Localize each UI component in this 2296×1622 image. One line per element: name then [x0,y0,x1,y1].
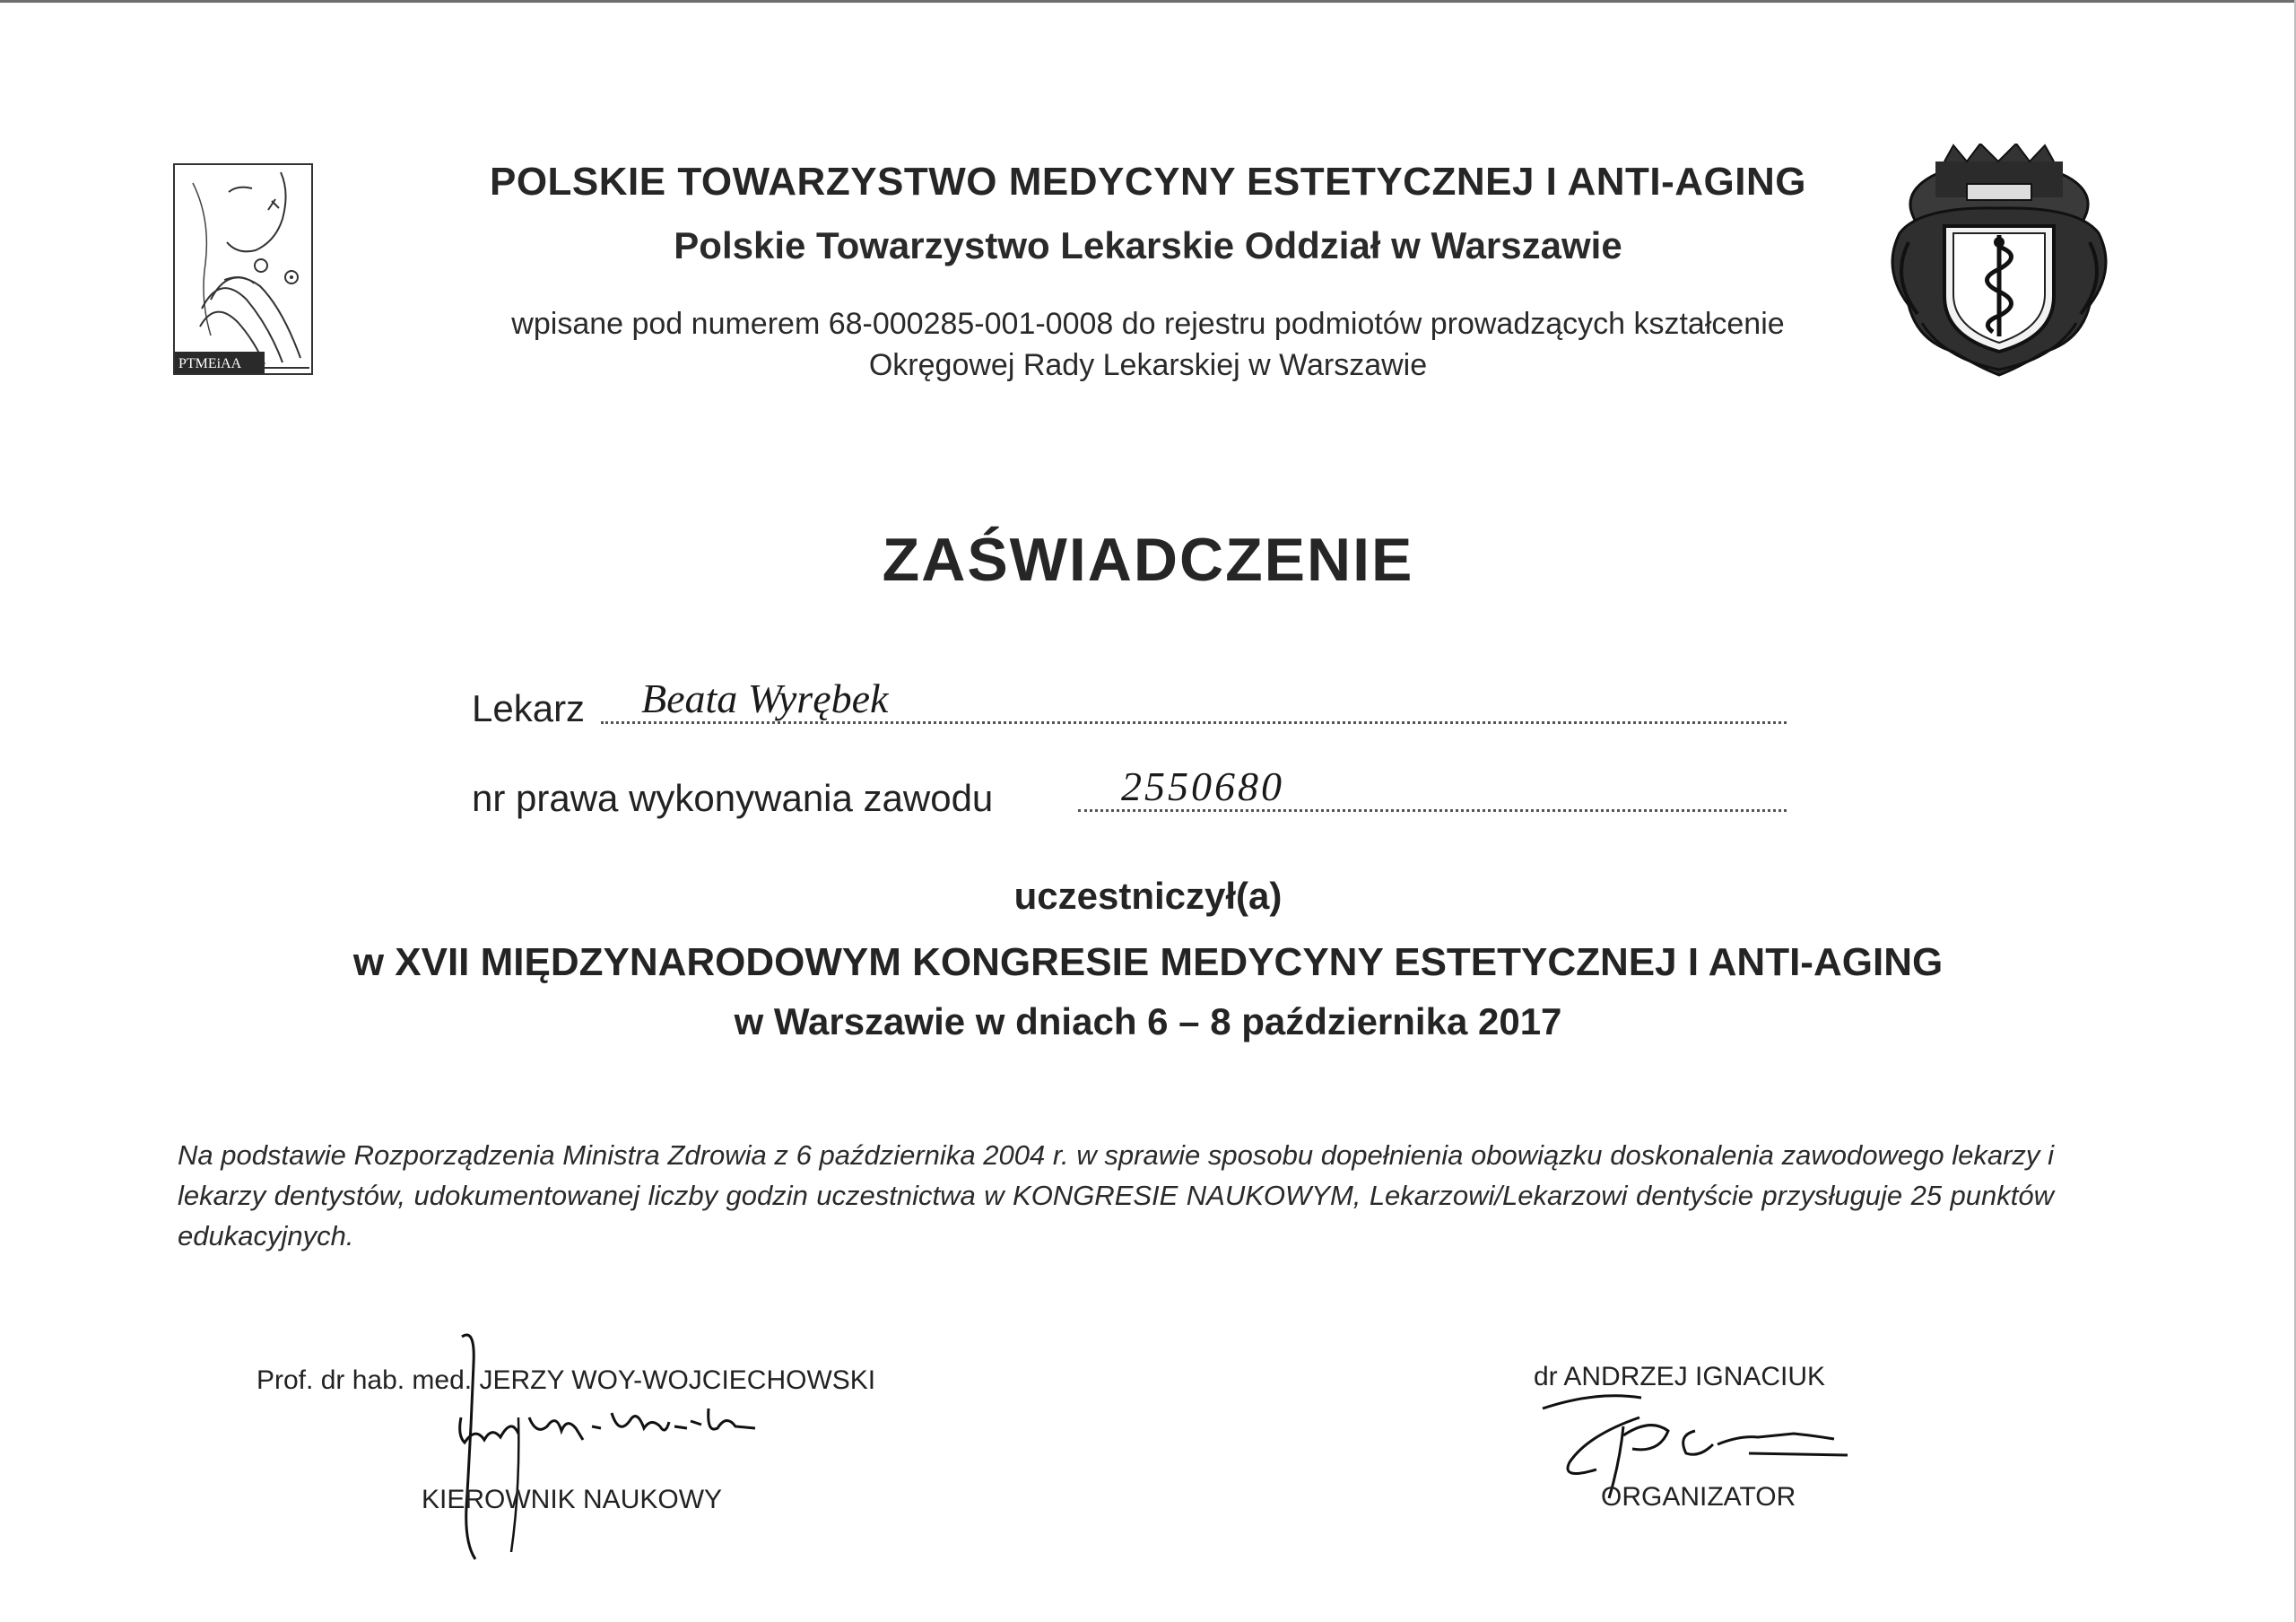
left-signatory-name: Prof. dr hab. med. JERZY WOY-WOJCIECHOWSKI [257,1365,876,1395]
registry-info [377,303,1919,386]
license-number: 2550680 [1121,763,1284,809]
registry-line-2: Okręgowej Rady Lekarskiej w Warszawie [868,348,1428,382]
scan-top-edge [0,0,2296,3]
registry-line-1: wpisane pod numerem 68-000285-001-0008 do rejestru podmiotów prowadzących kształcenie [511,307,1785,341]
doctor-name: Beata Wyrębek [641,676,889,721]
doctor-label: Lekarz [472,687,586,729]
certificate-title: ZAŚWIADCZENIE [882,526,1414,594]
license-label: nr prawa wykonywania zawodu [472,777,994,819]
left-signatory-role: KIEROWNIK NAUKOWY [422,1485,723,1514]
right-signatory-role: ORGANIZATOR [1601,1482,1796,1512]
congress-dates: w Warszawie w dniach 6 – 8 października 2017 [734,1000,1562,1042]
branch-name: Polskie Towarzystwo Lekarskie Oddział w Warszawie [674,224,1622,266]
ptmeiaa-logo [173,163,313,375]
ptmeiaa-logo-icon [175,165,311,373]
left-handwritten-signature [422,1328,798,1561]
right-signatory-name: dr ANDRZEJ IGNACIUK [1534,1362,1826,1391]
congress-name: w XVII MIĘDZYNARODOWYM KONGRESIE MEDYCYNY ESTETYCZNEJ I ANTI-AGING [352,940,1944,984]
legal-note: Na podstawie Rozporządzenia Ministra Zdrowia z 6 października 2004 r. w sprawie sposobu dopełnienia obowiązku doskonalenia zawodowego lekarzy i lekarzy dentystów, udokumentowanej liczby godzin uczestnictwa w KONGRESIE NAUKOWYM, Lekarzowi/Lekarzowi dentyście przysługuje 25 punktów edukacyjnych. [178,1139,2054,1251]
participated-text: uczestniczył(a) [1013,875,1283,917]
society-name: POLSKIE TOWARZYSTWO MEDYCYNY ESTETYCZNEJ I ANTI-AGING [489,160,1806,204]
svg-text:PTMEiAA: PTMEiAA [178,356,242,371]
